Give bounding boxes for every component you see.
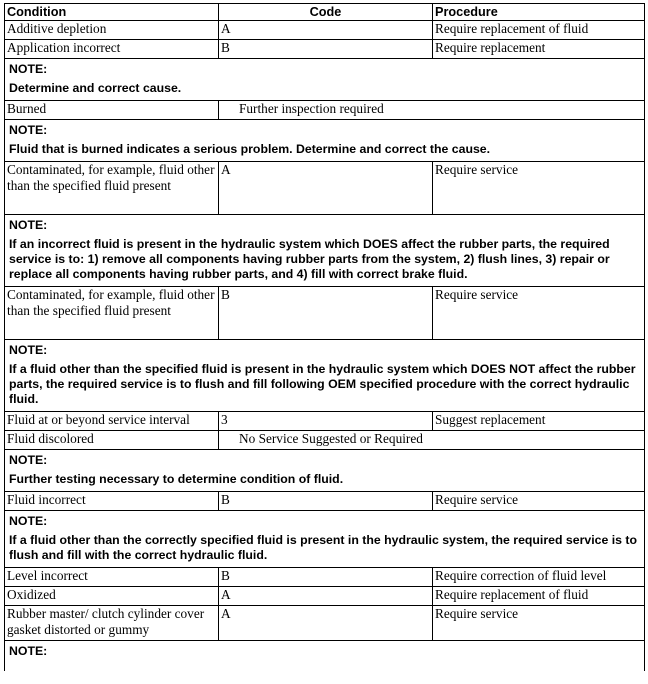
- code-cell: B: [219, 40, 433, 59]
- procedure-cell: Require replacement of fluid: [433, 587, 645, 606]
- code-cell: A: [219, 21, 433, 40]
- table-row: [5, 492, 645, 511]
- note-cell: [5, 641, 645, 671]
- table-row: [5, 587, 645, 606]
- note-cell: [5, 340, 645, 412]
- header-code: Code: [219, 4, 433, 21]
- header-condition: Condition: [5, 4, 219, 21]
- note-cell: [5, 59, 645, 101]
- note-label: NOTE:: [9, 62, 48, 76]
- merged-cell: No Service Suggested or Required: [219, 431, 645, 450]
- table-row: [5, 568, 645, 587]
- note-row: [5, 450, 645, 492]
- code-cell: B: [219, 287, 433, 340]
- procedure-cell: Require service: [433, 287, 645, 340]
- note-text: If an incorrect fluid is present in the hydraulic system which DOES affect the rubber parts, the required service is to: 1) remove all components having rubber parts from the system, 2) flush lines, 3) repair or replace all components having rubber parts, and 4) fill with correct brake fluid.: [9, 237, 610, 281]
- procedure-cell: Suggest replacement: [433, 412, 645, 431]
- table-row: [5, 101, 645, 120]
- header-row: [5, 4, 645, 21]
- note-label: NOTE:: [9, 123, 48, 137]
- header-procedure: Procedure: [433, 4, 645, 21]
- note-text: If a fluid other than the correctly specified fluid is present in the hydraulic system, the required service is to flush and fill with the correct hydraulic fluid.: [9, 533, 637, 562]
- note-row: [5, 340, 645, 412]
- note-cell: [5, 450, 645, 492]
- note-text: If a fluid other than the specified fluid is present in the hydraulic system which DOES NOT affect the rubber parts, the required service is to flush and fill following OEM specified procedure with the correct hydraulic fluid.: [9, 362, 636, 406]
- note-cell: [5, 215, 645, 287]
- table-row: [5, 287, 645, 340]
- condition-cell: Rubber master/ clutch cylinder cover gasket distorted or gummy: [5, 606, 219, 641]
- note-label: NOTE:: [9, 218, 48, 232]
- note-cell: [5, 120, 645, 162]
- note-text: Fluid that is burned indicates a serious problem. Determine and correct the cause.: [9, 142, 491, 156]
- note-row: [5, 511, 645, 568]
- condition-cell: Additive depletion: [5, 21, 219, 40]
- code-cell: A: [219, 162, 433, 215]
- condition-cell: Fluid at or beyond service interval: [5, 412, 219, 431]
- note-label: NOTE:: [9, 644, 48, 658]
- note-row: [5, 641, 645, 671]
- condition-cell: Contaminated, for example, fluid other than the specified fluid present: [5, 287, 219, 340]
- condition-cell: Level incorrect: [5, 568, 219, 587]
- procedure-cell: Require correction of fluid level: [433, 568, 645, 587]
- note-label: NOTE:: [9, 453, 48, 467]
- table-row: [5, 431, 645, 450]
- note-cell: [5, 511, 645, 568]
- condition-table-wrapper: [4, 3, 644, 671]
- procedure-cell: Require service: [433, 606, 645, 641]
- table-row: [5, 162, 645, 215]
- procedure-cell: Require replacement of fluid: [433, 21, 645, 40]
- code-cell: 3: [219, 412, 433, 431]
- note-label: NOTE:: [9, 514, 48, 528]
- condition-table: [4, 3, 645, 671]
- procedure-cell: Require service: [433, 492, 645, 511]
- procedure-cell: Require replacement: [433, 40, 645, 59]
- condition-cell: Oxidized: [5, 587, 219, 606]
- code-cell: B: [219, 492, 433, 511]
- note-text: Determine and correct cause.: [9, 81, 182, 95]
- table-row: [5, 40, 645, 59]
- merged-cell: Further inspection required: [219, 101, 645, 120]
- note-row: [5, 59, 645, 101]
- note-text: Further testing necessary to determine condition of fluid.: [9, 472, 344, 486]
- note-row: [5, 120, 645, 162]
- note-label: NOTE:: [9, 343, 48, 357]
- condition-cell: Burned: [5, 101, 219, 120]
- table-row: [5, 606, 645, 641]
- table-row: [5, 412, 645, 431]
- condition-cell: Contaminated, for example, fluid other than the specified fluid present: [5, 162, 219, 215]
- condition-cell: Application incorrect: [5, 40, 219, 59]
- table-row: [5, 21, 645, 40]
- note-row: [5, 215, 645, 287]
- procedure-cell: Require service: [433, 162, 645, 215]
- code-cell: A: [219, 587, 433, 606]
- code-cell: B: [219, 568, 433, 587]
- condition-cell: Fluid incorrect: [5, 492, 219, 511]
- code-cell: A: [219, 606, 433, 641]
- condition-cell: Fluid discolored: [5, 431, 219, 450]
